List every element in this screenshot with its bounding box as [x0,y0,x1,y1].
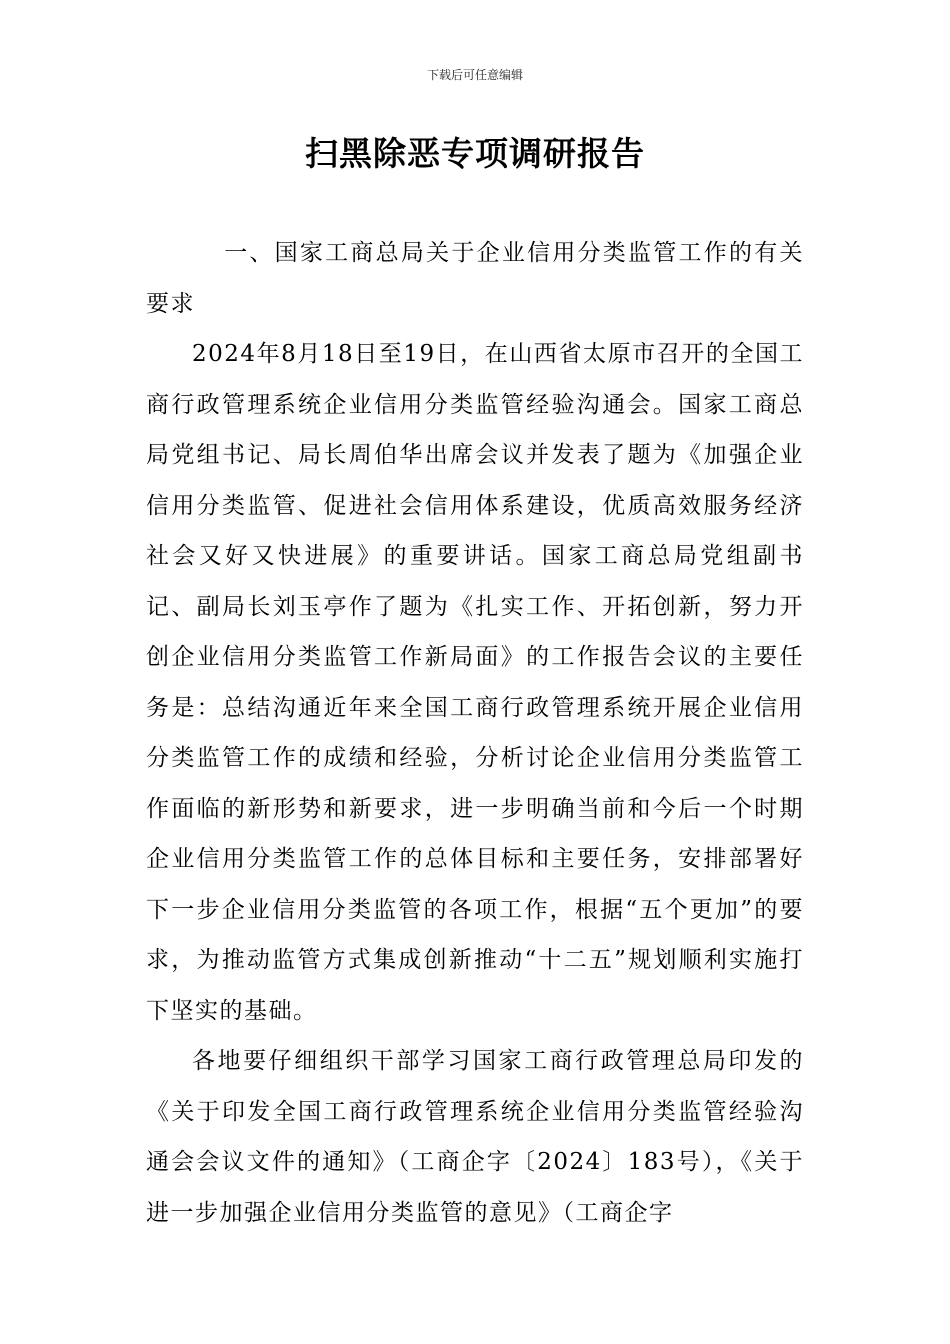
body-paragraph: 2024年8月18日至19日，在山西省太原市召开的全国工商行政管理系统企业信用分类监管经验沟通会。国家工商总局党组书记、局长周伯华出席会议并发表了题为《加强企业信用分类监管、促进社会信用体系建设，优质高效服务经济社会又好又快进展》的重要讲话。国家工商总局党组副书记、副局长刘玉亭作了题为《扎实工作、开拓创新，努力开创企业信用分类监管工作新局面》的工作报告会议的主要任务是：总结沟通近年来全国工商行政管理系统开展企业信用分类监管工作的成绩和经验，分析讨论企业信用分类监管工作面临的新形势和新要求，进一步明确当前和今后一个时期企业信用分类监管工作的总体目标和主要任务，安排部署好下一步企业信用分类监管的各项工作，根据“五个更加”的要求，为推动监管方式集成创新推动“十二五”规划顺利实施打下坚实的基础。 [146,341,804,1024]
body-paragraph: 各地要仔细组织干部学习国家工商行政管理总局印发的《关于印发全国工商行政管理系统企业信用分类监管经验沟通会会议文件的通知》（工商企字〔2024〕183号），《关于进一步加强企业信用分类监管的意见》（工商企字 [146,1048,804,1226]
section-heading: 一、国家工商总局关于企业信用分类监管工作的有关要求 [146,240,804,317]
header-note: 下载后可任意编辑 [426,68,523,82]
document-title: 扫黑除恶专项调研报告 [305,134,645,173]
document-body [146,228,804,1238]
